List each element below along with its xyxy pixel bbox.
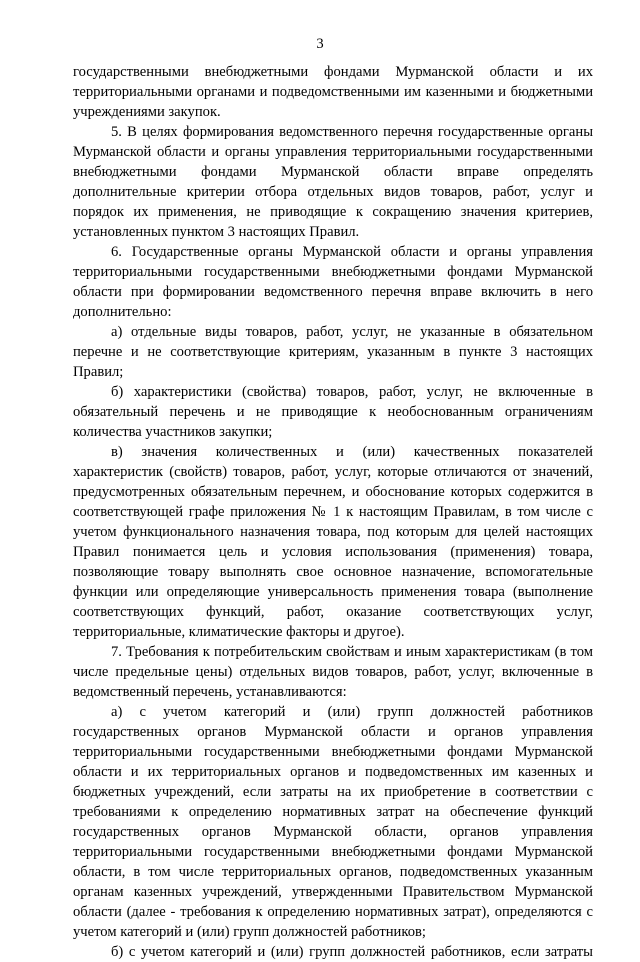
paragraph: 5. В целях формирования ведомственного перечня государственные органы Мурманской области и органы управления территориальными государственными внебюджетными фондами Мурманской области вправе определять дополнительные критерии отбора отдельных видов товаров, работ, услуг и порядок их применения, не приводящие к сокращению значения критериев, установленных пунктом 3 настоящих Правил. <box>73 124 593 240</box>
paragraph: б) с учетом категорий и (или) групп должностей работников, если затраты <box>111 944 593 960</box>
paragraph: 7. Требования к потребительским свойствам и иным характеристикам (в том числе предельные цены) отдельных видов товаров, работ, услуг, включенные в ведомственный перечень, устанавливаются: <box>73 644 593 700</box>
paragraph: 6. Государственные органы Мурманской области и органы управления территориальными государственными внебюджетными фондами Мурманской области при формировании ведомственного перечня вправе включить в него дополнительно: <box>73 244 593 320</box>
paragraph: в) значения количественных и (или) качественных показателей характеристик (свойств) товаров, работ, услуг, которые отличаются от значений, предусмотренных обязательным перечнем, и обоснование которых содержится в соответствующей графе приложения № 1 к настоящим Правилам, в том числе с учетом функционального назначения товара, под которым для целей настоящих Правил понимается цель и условия использования (применения) товара, позволяющие товару выполнять свое основное назначение, вспомогательные функции или определяющие универсальность применения товара (выполнение соответствующих функций, работ, оказание соответствующих услуг, территориальные, климатические факторы и другое). <box>73 444 593 640</box>
paragraph: б) характеристики (свойства) товаров, работ, услуг, не включенные в обязательный перечень и не приводящие к необоснованным ограничениям количества участников закупки; <box>73 384 593 440</box>
paragraph: а) с учетом категорий и (или) групп должностей работников государственных органов Мурманской области и органов управления территориальными государственными внебюджетными фондами Мурманской области и их территориальных органов и подведомственных им казенных и бюджетных учреждений, если затраты на их приобретение в соответствии с требованиями к определению нормативных затрат на обеспечение функций государственных органов Мурманской области, органов управления территориальными государственными внебюджетными фондами Мурманской области, в том числе территориальных органов, подведомственных указанным органам казенных учреждений, утвержденными Правительством Мурманской области (далее - требования к определению нормативных затрат), определяются с учетом категорий и (или) групп должностей работников; <box>73 704 593 940</box>
page-number: 3 <box>316 36 324 52</box>
document-body <box>73 62 593 962</box>
paragraph: государственными внебюджетными фондами Мурманской области и их территориальными органами и подведомственными им казенными и бюджетными учреждениями закупок. <box>73 64 593 120</box>
paragraph: а) отдельные виды товаров, работ, услуг, не указанные в обязательном перечне и не соответствующие критериям, указанным в пункте 3 настоящих Правил; <box>73 324 593 380</box>
